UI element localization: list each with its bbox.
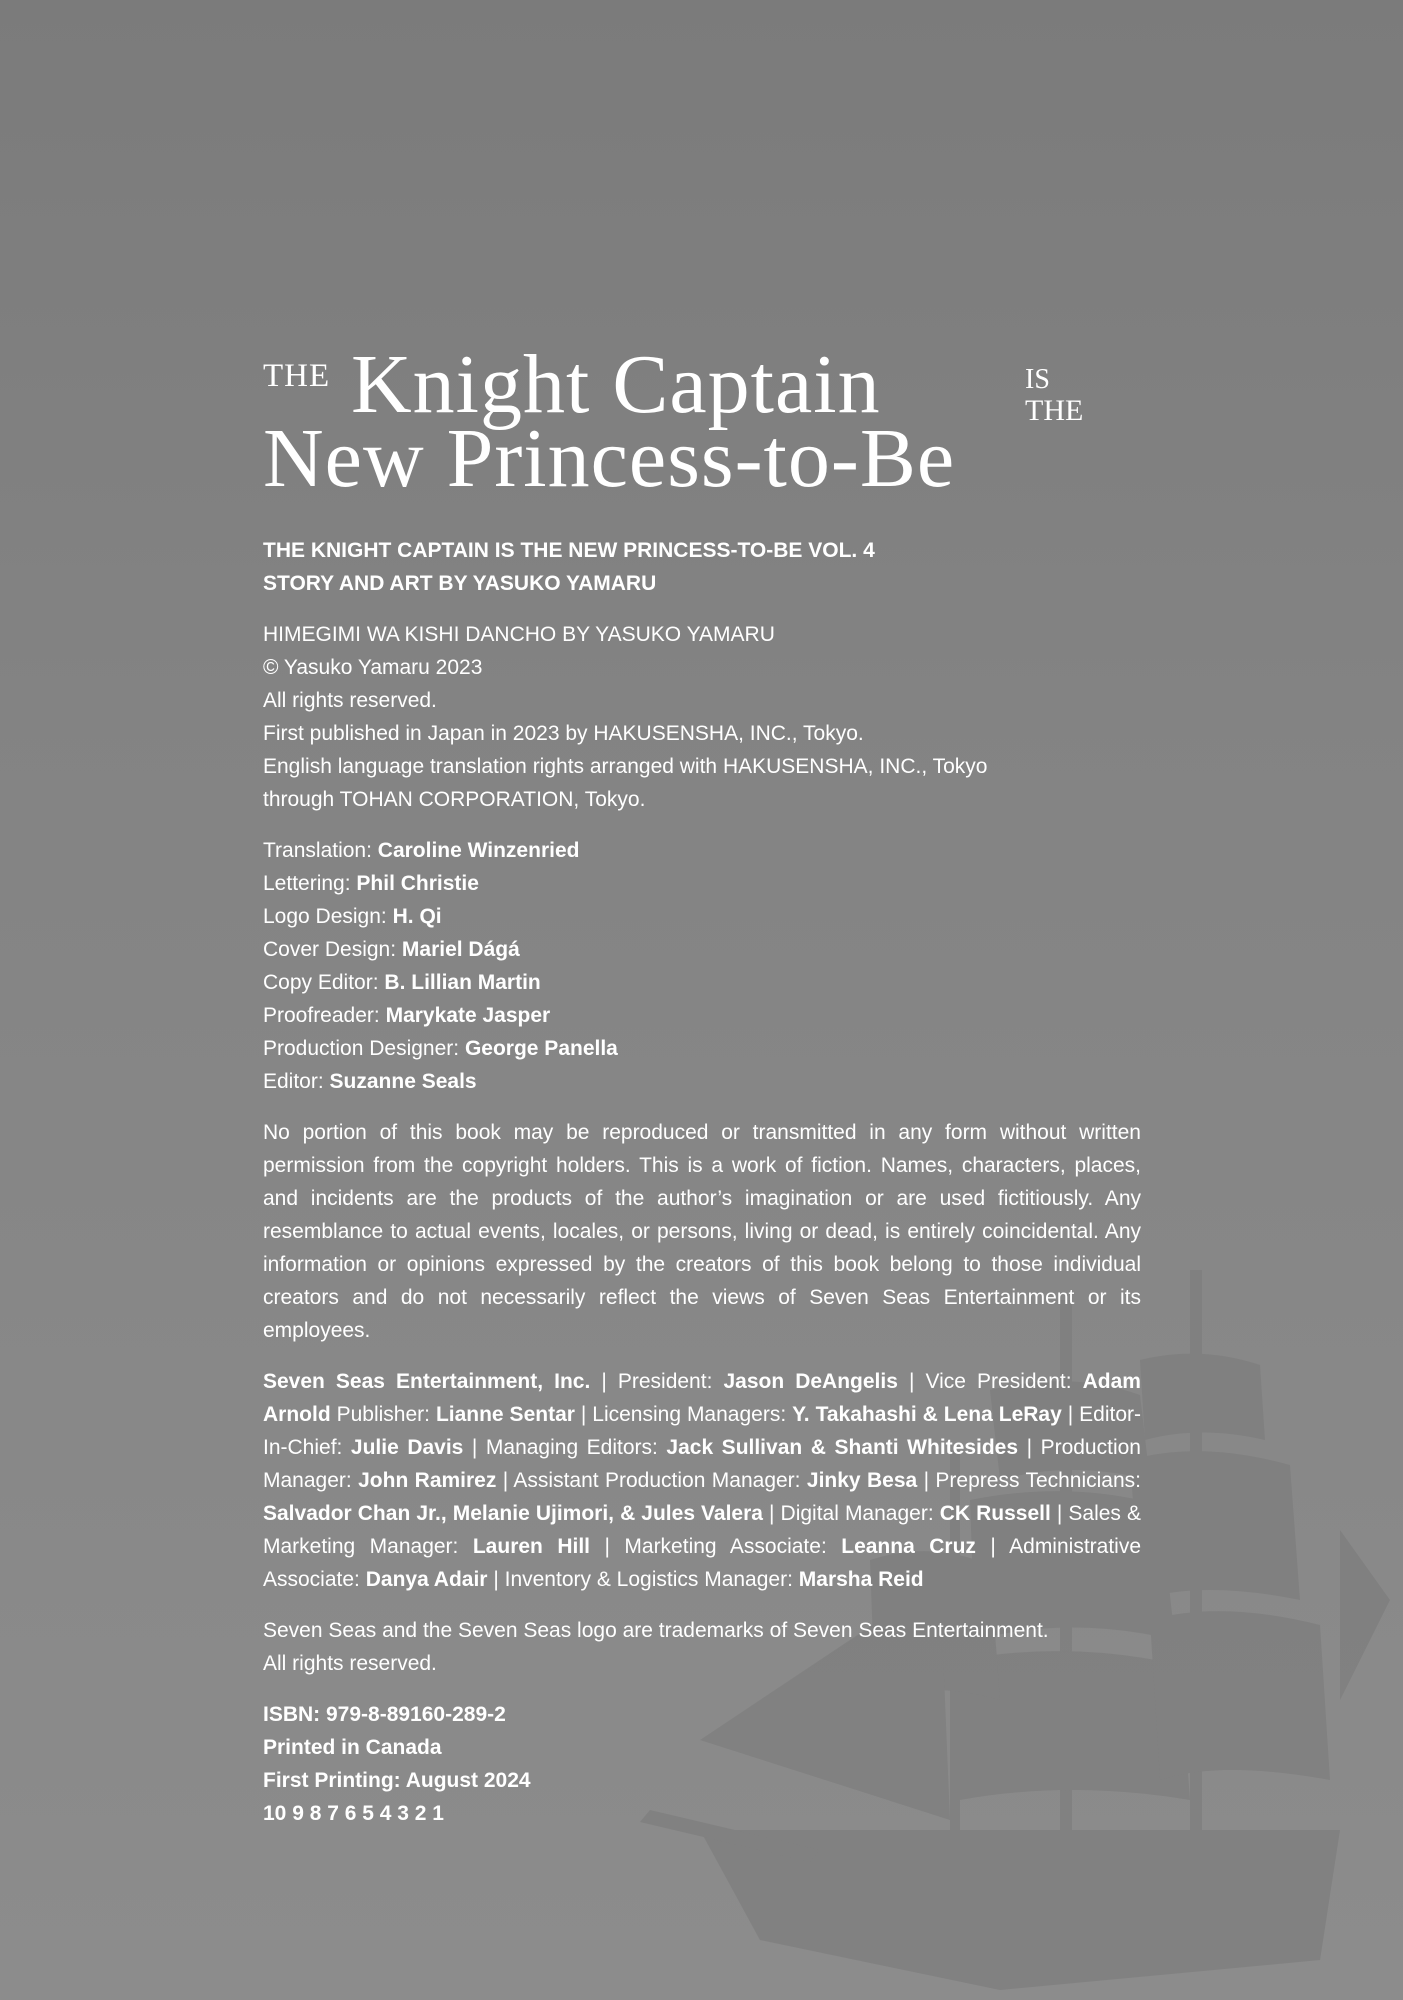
staff-name: Julie Davis — [350, 1436, 464, 1459]
book-byline: STORY AND ART BY YASUKO YAMARU — [263, 572, 657, 595]
credit-role: Editor: — [263, 1070, 324, 1093]
credit-name: B. Lillian Martin — [384, 971, 541, 994]
staff-name: CK Russell — [939, 1502, 1051, 1525]
series-logo — [263, 338, 1141, 510]
credit-name: Suzanne Seals — [329, 1070, 477, 1093]
title-block — [263, 534, 1141, 600]
credit-role: Cover Design: — [263, 938, 397, 961]
trademark-line: Seven Seas and the Seven Seas logo are trademarks of Seven Seas Entertainment. — [263, 1619, 1049, 1642]
credits-block — [263, 834, 1141, 1098]
first-published: First published in Japan in 2023 by HAKUSENSHA, INC., Tokyo. — [263, 722, 864, 745]
trademark-rights: All rights reserved. — [263, 1652, 437, 1675]
staff-role: | President: — [590, 1370, 724, 1393]
printing-info — [263, 1698, 1141, 1830]
staff-name: Jinky Besa — [806, 1469, 918, 1492]
credit-name: Marykate Jasper — [385, 1004, 551, 1027]
logo-the-top: THE — [263, 358, 331, 394]
first-printing: First Printing: August 2024 — [263, 1769, 531, 1792]
credit-role: Lettering: — [263, 872, 351, 895]
staff-name: Y. Takahashi & Lena LeRay — [792, 1403, 1062, 1426]
credit-name: George Panella — [464, 1037, 618, 1060]
staff-role: | Inventory & Logistics Manager: — [487, 1568, 799, 1591]
staff-list — [263, 1365, 1141, 1596]
staff-role: | Managing Editors: — [463, 1436, 667, 1459]
rights-reserved: All rights reserved. — [263, 689, 437, 712]
logo-line-2: New Princess-to-Be — [263, 412, 956, 505]
credit-line — [263, 867, 1141, 900]
book-title: THE KNIGHT CAPTAIN IS THE NEW PRINCESS-TO-BE VOL. 4 — [263, 539, 875, 562]
rights-block — [263, 618, 1141, 816]
credit-name: Phil Christie — [356, 872, 479, 895]
staff-role: Publisher: — [330, 1403, 436, 1426]
staff-name: Jason DeAngelis — [723, 1370, 898, 1393]
credit-role: Translation: — [263, 839, 372, 862]
staff-name: Salvador Chan Jr., Melanie Ujimori, & Jules Valera — [263, 1502, 763, 1525]
credit-line — [263, 966, 1141, 999]
credit-line — [263, 933, 1141, 966]
staff-role: | Licensing Managers: — [574, 1403, 793, 1426]
credit-line — [263, 900, 1141, 933]
staff-role: | Vice President: — [897, 1370, 1083, 1393]
staff-name: Seven Seas Entertainment, Inc. — [263, 1370, 591, 1393]
credit-line — [263, 834, 1141, 867]
staff-name: Jack Sullivan & Shanti Whitesides — [666, 1436, 1019, 1459]
staff-role: | Digital Manager: — [762, 1502, 940, 1525]
credit-line — [263, 1065, 1141, 1098]
credit-line — [263, 1032, 1141, 1065]
logo-line-1: Knight Captain — [351, 338, 881, 431]
staff-role: | Marketing Associate: — [590, 1535, 842, 1558]
copyright-notice: © Yasuko Yamaru 2023 — [263, 656, 483, 679]
staff-name: Lauren Hill — [472, 1535, 591, 1558]
credit-name: H. Qi — [392, 905, 442, 928]
trademark-notice — [263, 1614, 1141, 1680]
staff-name: Danya Adair — [365, 1568, 488, 1591]
staff-role: | Assistant Production Manager: — [496, 1469, 807, 1492]
staff-name: Lianne Sentar — [435, 1403, 575, 1426]
staff-name: Leanna Cruz — [841, 1535, 976, 1558]
credit-role: Production Designer: — [263, 1037, 460, 1060]
translation-rights: English language translation rights arranged with HAKUSENSHA, INC., Tokyo — [263, 755, 988, 778]
staff-name: Adam Arnold — [263, 1370, 1141, 1426]
staff-name: Marsha Reid — [798, 1568, 924, 1591]
isbn: ISBN: 979-8-89160-289-2 — [263, 1703, 506, 1726]
staff-role: | Production Manager: — [263, 1436, 1141, 1492]
staff-role: | Administrative Associate: — [263, 1535, 1142, 1591]
logo-is: IS — [1025, 364, 1050, 395]
credit-name: Caroline Winzenried — [377, 839, 580, 862]
staff-role: | Prepress Technicians: — [917, 1469, 1142, 1492]
printed-in: Printed in Canada — [263, 1736, 442, 1759]
translation-rights-agent: through TOHAN CORPORATION, Tokyo. — [263, 788, 646, 811]
logo-the-bottom: THE — [1025, 394, 1084, 427]
credit-name: Mariel Dágá — [401, 938, 520, 961]
credit-line — [263, 999, 1141, 1032]
staff-name: John Ramirez — [358, 1469, 497, 1492]
copyright-page — [263, 338, 1142, 1830]
legal-disclaimer: No portion of this book may be reproduced or transmitted in any form without written permission from the copyright holders. This is a work of fiction. Names, characters, places, and incidents are the products of the author’s imagination or are used fictitiously. Any resemblance to actual events, locales, or persons, living or dead, is entirely coincidental. Any information or opinions expressed by the creators of this book belong to those individual creators and do not necessarily reflect the views of Seven Seas Entertainment or its employees. — [263, 1121, 1141, 1342]
printing-number-line: 10 9 8 7 6 5 4 3 2 1 — [263, 1802, 444, 1825]
credit-role: Copy Editor: — [263, 971, 379, 994]
credit-role: Logo Design: — [263, 905, 387, 928]
staff-role: | Editor-In-Chief: — [263, 1403, 1141, 1459]
original-title: HIMEGIMI WA KISHI DANCHO BY YASUKO YAMARU — [263, 623, 775, 646]
staff-role: | Sales & Marketing Manager: — [263, 1502, 1141, 1558]
credit-role: Proofreader: — [263, 1004, 380, 1027]
